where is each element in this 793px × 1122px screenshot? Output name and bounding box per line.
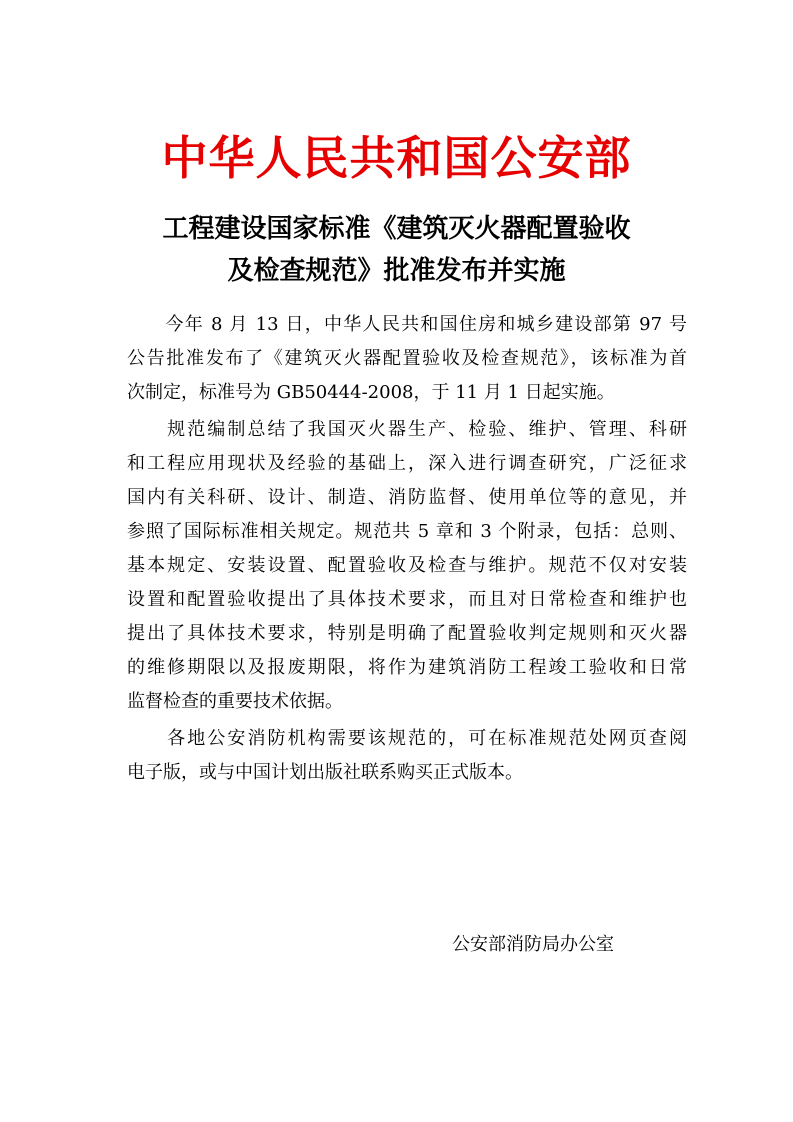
paragraph-line: 参照了国际标准相关规定。规范共 5 章和 3 个附录，包括：总则、 [127, 521, 687, 542]
paragraph-line: 各地公安消防机构需要该规范的，可在标准规范处网页查阅 [127, 728, 687, 749]
paragraph-line: 公告批准发布了《建筑灭火器配置验收及检查规范》，该标准为首 [127, 348, 687, 369]
paragraph-line: 监督检查的重要技术依据。 [127, 691, 343, 712]
signature: 公安部消防局办公室 [452, 934, 614, 955]
paragraph-content [127, 413, 687, 719]
org-header: 中华人民共和国公安部 [161, 131, 632, 185]
paragraph-line: 今年 8 月 13 日，中华人民共和国住房和城乡建设部第 97 号 [127, 314, 687, 335]
paragraph-line: 电子版，或与中国计划出版社联系购买正式版本。 [127, 762, 523, 783]
paragraph-availability [127, 722, 687, 790]
document-title-line: 工程建设国家标准《建筑灭火器配置验收 [162, 214, 631, 244]
document-body [127, 308, 687, 793]
paragraph-line: 次制定，标准号为 GB50444-2008，于 11 月 1 日起实施。 [127, 382, 615, 403]
paragraph-line: 和工程应用现状及经验的基础上，深入进行调查研究，广泛征求 [127, 453, 687, 474]
document-title-line: 及检查规范》批准发布并实施 [227, 256, 566, 286]
paragraph-line: 规范编制总结了我国灭火器生产、检验、维护、管理、科研 [127, 419, 687, 440]
paragraph-announcement [127, 308, 687, 410]
paragraph-line: 提出了具体技术要求，特别是明确了配置验收判定规则和灭火器 [127, 623, 687, 644]
paragraph-line: 基本规定、安装设置、配置验收及检查与维护。规范不仅对安装 [127, 555, 687, 576]
paragraph-line: 的维修期限以及报废期限，将作为建筑消防工程竣工验收和日常 [127, 657, 687, 678]
paragraph-line: 国内有关科研、设计、制造、消防监督、使用单位等的意见，并 [127, 487, 687, 508]
document-title [0, 208, 793, 292]
paragraph-line: 设置和配置验收提出了具体技术要求，而且对日常检查和维护也 [127, 589, 687, 610]
